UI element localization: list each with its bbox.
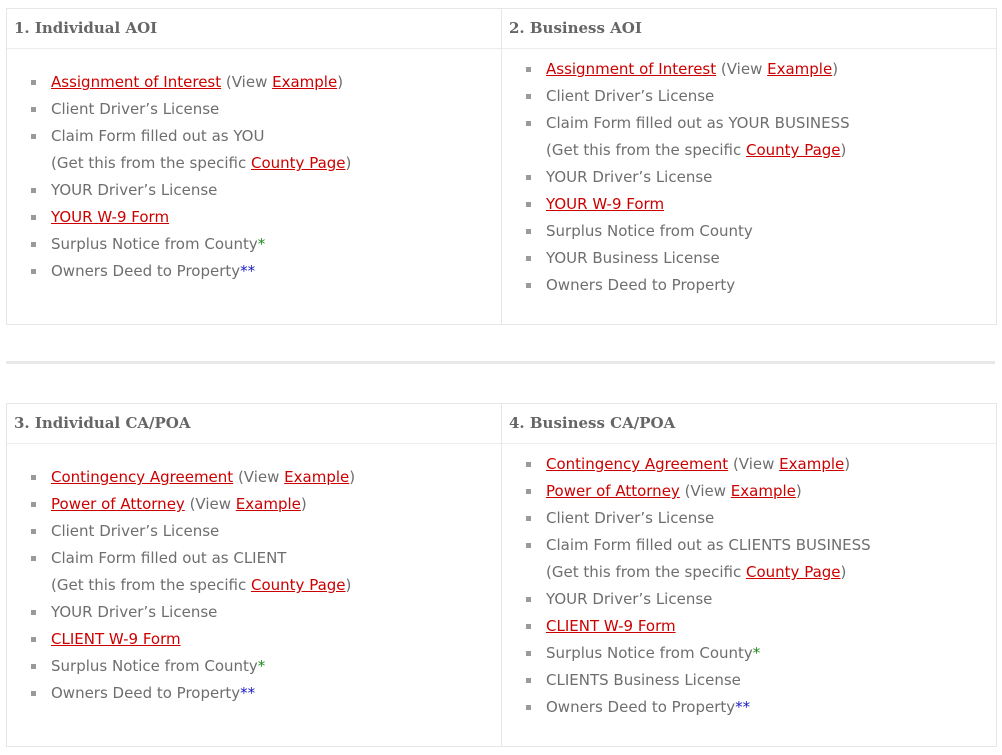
column-title: 3. Individual CA/POA (7, 404, 501, 444)
item-text: Surplus Notice from County (546, 222, 753, 240)
assignment-of-interest-link[interactable]: Assignment of Interest (546, 60, 717, 78)
footnote-marker: ** (240, 684, 256, 702)
item-text: (View (728, 455, 780, 473)
list-item-note (526, 137, 850, 164)
footnote-marker: ** (735, 698, 751, 716)
list-item (526, 245, 850, 272)
list-item (31, 545, 355, 572)
list-item (31, 177, 351, 204)
item-text: Client Driver’s License (51, 522, 220, 540)
county-page-link[interactable]: County Page (251, 154, 346, 172)
list-item (31, 491, 355, 518)
item-text: YOUR Driver’s License (546, 590, 713, 608)
power-of-attorney-link[interactable]: Power of Attorney (51, 495, 185, 513)
list-item (31, 464, 355, 491)
item-text: Owners Deed to Property (51, 684, 241, 702)
contingency-agreement-link[interactable]: Contingency Agreement (546, 455, 729, 473)
list-item (31, 96, 351, 123)
item-text: (View (716, 60, 768, 78)
example-link[interactable]: Example (284, 468, 350, 486)
footnote-marker: * (752, 644, 761, 662)
assignment-of-interest-link[interactable]: Assignment of Interest (51, 73, 222, 91)
item-text: ) (795, 482, 802, 500)
item-text: ) (840, 141, 847, 159)
item-text: Claim Form filled out as CLIENT (51, 549, 287, 567)
item-text: (Get this from the specific (546, 141, 746, 159)
ca-poa-section (6, 403, 997, 747)
list-item (526, 272, 850, 299)
item-text: Claim Form filled out as CLIENTS BUSINESS (546, 536, 871, 554)
business-ca-poa-column (501, 404, 996, 746)
list-item (526, 694, 871, 721)
list-item (526, 110, 850, 137)
list-item (526, 613, 871, 640)
example-link[interactable]: Example (235, 495, 301, 513)
footnote-marker: * (257, 235, 266, 253)
business-aoi-column (501, 9, 996, 324)
item-text: ) (345, 154, 352, 172)
county-page-link[interactable]: County Page (251, 576, 346, 594)
power-of-attorney-link[interactable]: Power of Attorney (546, 482, 680, 500)
client-w-9-form-link[interactable]: CLIENT W-9 Form (546, 617, 676, 635)
section-divider (6, 361, 995, 364)
item-text: YOUR Driver’s License (51, 603, 218, 621)
list-item (526, 505, 871, 532)
item-text: YOUR Driver’s License (51, 181, 218, 199)
list-item (526, 164, 850, 191)
document-list (31, 464, 355, 707)
item-text: ) (832, 60, 839, 78)
document-list (526, 451, 871, 721)
your-w-9-form-link[interactable]: YOUR W-9 Form (546, 195, 665, 213)
list-item (526, 478, 871, 505)
list-item (526, 532, 871, 559)
list-item (526, 191, 850, 218)
footnote-marker: ** (240, 262, 256, 280)
list-item-note (526, 559, 871, 586)
example-link[interactable]: Example (272, 73, 338, 91)
item-text: (View (679, 482, 731, 500)
item-text: Owners Deed to Property (546, 276, 736, 294)
list-item (526, 586, 871, 613)
list-item-note (31, 150, 351, 177)
item-text: Surplus Notice from County (546, 644, 753, 662)
list-item (31, 204, 351, 231)
item-text: Claim Form filled out as YOU (51, 127, 265, 145)
list-item (526, 667, 871, 694)
item-text: YOUR Business License (546, 249, 720, 267)
aoi-section (6, 8, 997, 325)
item-text: Client Driver’s License (546, 509, 715, 527)
list-item (31, 258, 351, 285)
item-text: Claim Form filled out as YOUR BUSINESS (546, 114, 850, 132)
item-text: ) (844, 455, 851, 473)
column-title: 4. Business CA/POA (502, 404, 996, 444)
item-text: Owners Deed to Property (546, 698, 736, 716)
column-title: 2. Business AOI (502, 9, 996, 49)
list-item (31, 123, 351, 150)
item-text: ) (840, 563, 847, 581)
item-text: ) (300, 495, 307, 513)
county-page-link[interactable]: County Page (746, 141, 841, 159)
your-w-9-form-link[interactable]: YOUR W-9 Form (51, 208, 170, 226)
list-item (31, 518, 355, 545)
item-text: ) (337, 73, 344, 91)
list-item (31, 69, 351, 96)
list-item (526, 640, 871, 667)
list-item (526, 83, 850, 110)
individual-ca-poa-column (7, 404, 501, 746)
item-text: (View (184, 495, 236, 513)
item-text: (Get this from the specific (51, 576, 251, 594)
list-item (31, 231, 351, 258)
item-text: (Get this from the specific (51, 154, 251, 172)
list-item (31, 599, 355, 626)
example-link[interactable]: Example (767, 60, 833, 78)
item-text: (View (233, 468, 285, 486)
individual-aoi-column (7, 9, 501, 324)
item-text: Owners Deed to Property (51, 262, 241, 280)
footnote-marker: * (257, 657, 266, 675)
item-text: (Get this from the specific (546, 563, 746, 581)
item-text: ) (349, 468, 356, 486)
list-item (526, 451, 871, 478)
item-text: ) (345, 576, 352, 594)
document-list (526, 56, 850, 299)
contingency-agreement-link[interactable]: Contingency Agreement (51, 468, 234, 486)
list-item (31, 653, 355, 680)
client-w-9-form-link[interactable]: CLIENT W-9 Form (51, 630, 181, 648)
item-text: CLIENTS Business License (546, 671, 741, 689)
list-item (526, 218, 850, 245)
column-title: 1. Individual AOI (7, 9, 501, 49)
item-text: Client Driver’s License (51, 100, 220, 118)
example-link[interactable]: Example (779, 455, 845, 473)
list-item (526, 56, 850, 83)
example-link[interactable]: Example (730, 482, 796, 500)
list-item-note (31, 572, 355, 599)
item-text: YOUR Driver’s License (546, 168, 713, 186)
item-text: (View (221, 73, 273, 91)
item-text: Client Driver’s License (546, 87, 715, 105)
list-item (31, 626, 355, 653)
item-text: Surplus Notice from County (51, 657, 258, 675)
county-page-link[interactable]: County Page (746, 563, 841, 581)
item-text: Surplus Notice from County (51, 235, 258, 253)
document-list (31, 69, 351, 285)
list-item (31, 680, 355, 707)
